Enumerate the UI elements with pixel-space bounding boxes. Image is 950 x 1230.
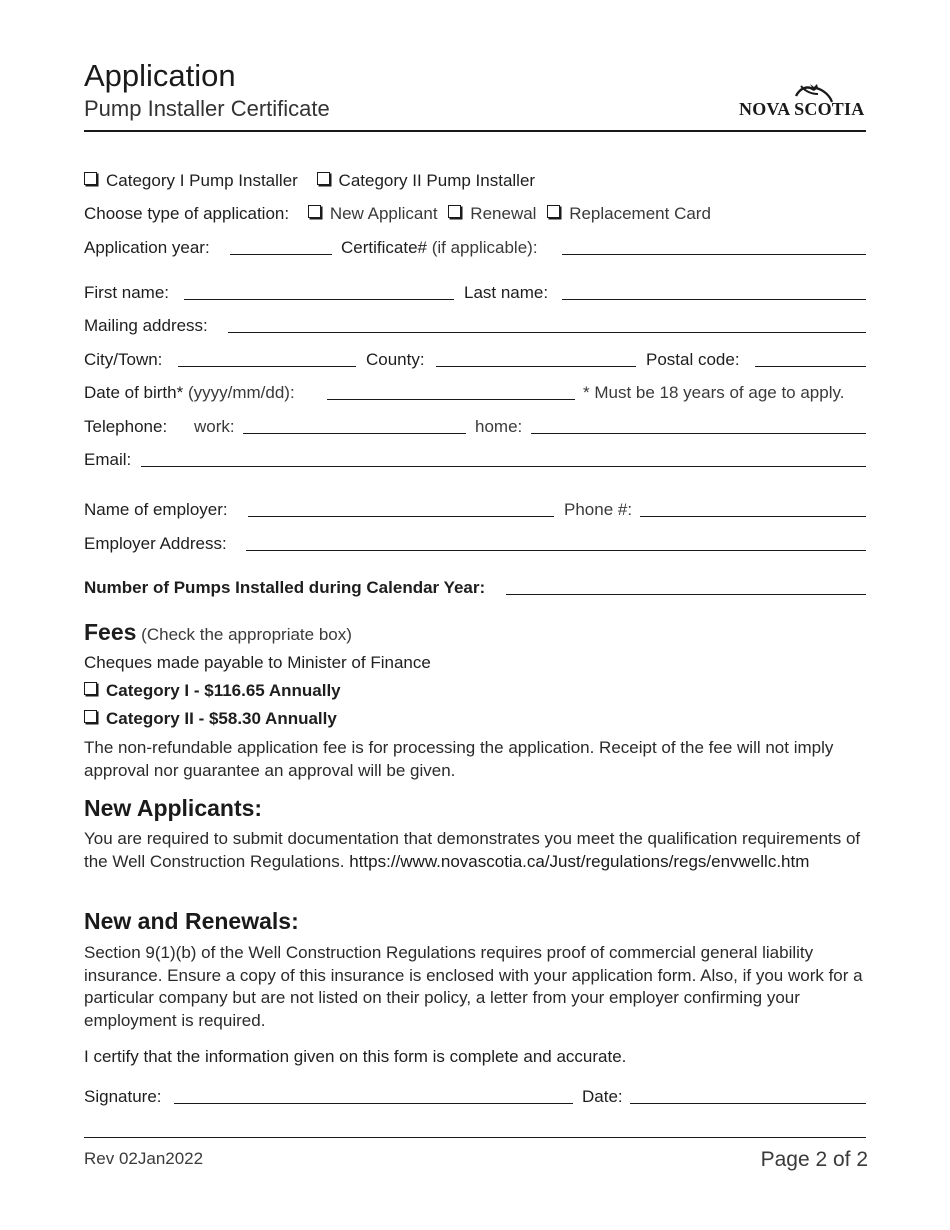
certificate-note: (if applicable): [431,238,538,257]
work-phone-field[interactable] [243,433,466,434]
home-phone-label: home: [475,417,523,436]
fee-category-2-option[interactable] [84,709,337,729]
email-field[interactable] [141,466,866,467]
renewal-option[interactable] [448,204,536,223]
employer-phone-field[interactable] [640,516,866,517]
checkbox-icon[interactable] [317,172,330,185]
renewals-heading: New and Renewals: [84,908,299,934]
last-name-label: Last name: [464,283,549,302]
employer-name-label: Name of employer: [84,500,228,519]
mailing-address-field[interactable] [228,332,866,333]
renewal-label: Renewal [470,204,537,223]
replacement-card-option[interactable] [547,204,711,223]
county-field[interactable] [436,366,636,367]
renewals-text: Section 9(1)(b) of the Well Construction Regulations requires proof of commercial general liability insurance. Ensure a copy of this insurance is enclosed with your application form. Also, if you work for a particular company but are not listed on their policy, a letter from your employer confirming your employment is required. [84,943,863,1030]
city-field[interactable] [178,366,356,367]
fees-heading: Fees [84,619,137,645]
employer-address-field[interactable] [246,550,866,551]
checkbox-icon[interactable] [84,172,97,185]
regulations-link[interactable]: https://www.novascotia.ca/Just/regulations/regs/envwellc.htm [349,851,810,871]
employer-phone-label: Phone #: [564,500,633,519]
checkbox-icon[interactable] [547,205,560,218]
certificate-number-field[interactable] [562,254,866,255]
certificate-label [341,238,538,258]
application-year-label: Application year: [84,238,210,257]
employer-address-label: Employer Address: [84,534,227,553]
replacement-card-label: Replacement Card [569,204,711,223]
revision-label: Rev 02Jan2022 [84,1149,204,1168]
pumps-installed-label: Number of Pumps Installed during Calendar Year: [84,578,486,597]
pumps-installed-field[interactable] [506,594,866,595]
new-applicants-text [84,828,874,873]
logo-text: NOVA SCOTIA [739,99,865,119]
new-applicants-body: You are required to submit documentation that demonstrates you meet the qualification requirements of the Well Construction Regulations. [84,829,861,871]
date-field[interactable] [630,1103,866,1104]
dob-format: (yyyy/mm/dd): [187,383,295,402]
nova-scotia-logo [738,82,868,122]
new-applicants-heading: New Applicants: [84,795,263,821]
footer-divider [84,1137,866,1138]
fee-category-2-label: Category II - $58.30 Annually [106,709,337,728]
fee-note: The non-refundable application fee is for processing the application. Receipt of the fee will not imply approval nor guarantee an approval will be given. [84,738,834,780]
category-1-option[interactable] [84,171,298,190]
category-row [84,171,535,191]
dob-label [84,383,295,403]
work-phone-label: work: [194,417,235,436]
dob-note: * Must be 18 years of age to apply. [583,383,845,402]
cheques-note: Cheques made payable to Minister of Finance [84,653,431,672]
category-1-label: Category I Pump Installer [106,171,298,190]
application-type-label: Choose type of application: [84,204,290,223]
mailing-address-label: Mailing address: [84,316,208,335]
nova-scotia-logo-icon [738,82,868,122]
application-type-row [84,204,711,224]
first-name-field[interactable] [184,299,454,300]
fee-category-1-label: Category I - $116.65 Annually [106,681,341,700]
telephone-label: Telephone: [84,417,168,436]
checkbox-icon[interactable] [84,682,97,695]
dob-label-text: Date of birth* [84,383,184,402]
certificate-number-label: Certificate# [341,238,427,257]
postal-code-label: Postal code: [646,350,740,369]
category-2-label: Category II Pump Installer [338,171,536,190]
fees-heading-note: (Check the appropriate box) [141,625,352,644]
dob-field[interactable] [327,399,575,400]
county-label: County: [366,350,425,369]
new-applicant-option[interactable] [308,204,438,223]
page-subtitle: Pump Installer Certificate [84,96,330,121]
signature-field[interactable] [174,1103,573,1104]
application-year-field[interactable] [230,254,332,255]
last-name-field[interactable] [562,299,866,300]
signature-label: Signature: [84,1087,162,1106]
checkbox-icon[interactable] [308,205,321,218]
home-phone-field[interactable] [531,433,866,434]
new-applicant-label: New Applicant [329,204,438,223]
date-label: Date: [582,1087,623,1106]
email-label: Email: [84,450,132,469]
certify-statement: I certify that the information given on this form is complete and accurate. [84,1047,627,1066]
first-name-label: First name: [84,283,170,302]
header-divider [84,130,866,132]
city-label: City/Town: [84,350,163,369]
fees-heading-row [84,619,352,646]
page-title: Application [84,58,236,93]
fee-category-1-option[interactable] [84,681,341,701]
postal-code-field[interactable] [755,366,866,367]
category-2-option[interactable] [317,171,536,190]
checkbox-icon[interactable] [448,205,461,218]
checkbox-icon[interactable] [84,710,97,723]
employer-name-field[interactable] [248,516,554,517]
page-number: Page 2 of 2 [760,1148,868,1171]
